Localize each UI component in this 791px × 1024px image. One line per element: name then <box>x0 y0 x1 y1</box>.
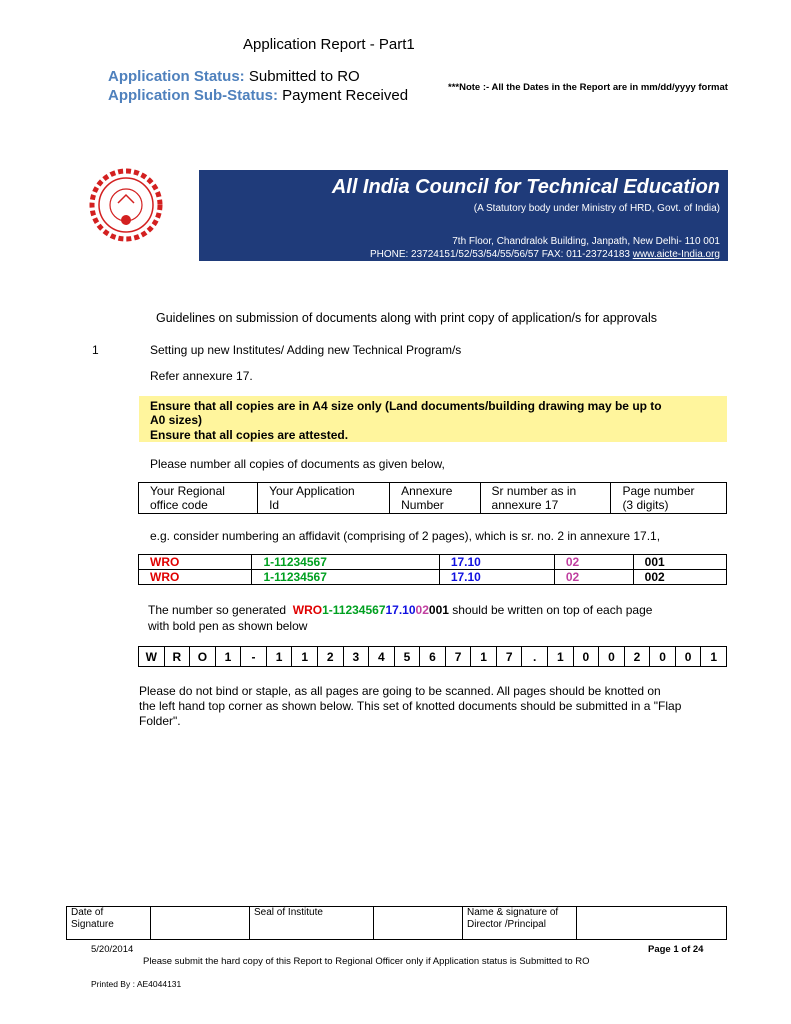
gen-region: WRO <box>292 603 323 617</box>
digit-cell: 1 <box>548 647 574 667</box>
digit-cell: 7 <box>445 647 471 667</box>
table-cell: 02 <box>554 555 633 570</box>
digit-cell: W <box>139 647 165 667</box>
org-address: 7th Floor, Chandralok Building, Janpath, New Delhi- 110 001 <box>452 236 720 247</box>
section-title: Setting up new Institutes/ Adding new Technical Program/s <box>150 343 462 357</box>
aicte-banner <box>199 170 728 261</box>
printed-by: Printed By : AE4044131 <box>91 979 182 989</box>
table-cell: 001 <box>633 555 726 570</box>
signature-table <box>66 906 727 940</box>
org-phone: PHONE: 23724151/52/53/54/55/56/57 FAX: 011-23724183 <box>369 249 630 260</box>
table-cell: 17.10 <box>439 555 554 570</box>
example-instruction: e.g. consider numbering an affidavit (comprising of 2 pages), which is sr. no. 2 in annexure 17.1, <box>150 529 661 543</box>
digit-cell: 0 <box>573 647 599 667</box>
application-substatus <box>108 87 408 104</box>
gen-annexure: 17.10 <box>385 603 416 617</box>
refer-annexure: Refer annexure 17. <box>150 369 253 383</box>
page-number: Page 1 of 24 <box>648 944 704 955</box>
table-cell: WRO <box>139 555 252 570</box>
digit-cell: 2 <box>317 647 343 667</box>
aicte-logo-icon <box>88 165 164 245</box>
header-cell: Page number (3 digits) <box>611 483 727 514</box>
table-cell: 1-11234567 <box>252 570 439 585</box>
date-label-cell: Date of Signature <box>67 907 151 940</box>
digit-cell: R <box>164 647 190 667</box>
numbering-header-table <box>138 482 727 514</box>
ensure-a0-text: A0 sizes) <box>150 413 203 427</box>
table-row <box>139 483 727 514</box>
generated-number-text: The number so generated WRO1-1123456717.1002001 should be written on top of each page <box>148 603 653 617</box>
org-contact <box>370 249 720 260</box>
digit-cell: 2 <box>624 647 650 667</box>
ensure-attested-text: Ensure that all copies are attested. <box>150 428 349 442</box>
digit-cell: 1 <box>701 647 727 667</box>
digit-cell: . <box>522 647 548 667</box>
name-value-cell <box>577 907 727 940</box>
digit-cell: 0 <box>599 647 625 667</box>
guidelines-heading: Guidelines on submission of documents along with print copy of application/s for approvals <box>156 311 657 325</box>
digit-cell: 7 <box>496 647 522 667</box>
org-website-link[interactable]: www.aicte-India.org <box>632 249 720 260</box>
status-value: Submitted to RO <box>248 68 360 85</box>
digit-cell: 1 <box>266 647 292 667</box>
page-title: Application Report - Part1 <box>243 36 415 53</box>
digit-cell: O <box>190 647 216 667</box>
date-format-note: ***Note :- All the Dates in the Report are in mm/dd/yyyy format <box>448 82 728 93</box>
seal-value-cell <box>374 907 463 940</box>
table-cell: 02 <box>554 570 633 585</box>
header-cell: Annexure Number <box>390 483 480 514</box>
digit-cell: 5 <box>394 647 420 667</box>
digit-cell: 6 <box>420 647 446 667</box>
bind-instruction-2: the left hand top corner as shown below. This set of knotted documents should be submitted in a "Flap <box>139 699 682 713</box>
seal-label-cell: Seal of Institute <box>250 907 374 940</box>
ensure-a4-text: Ensure that all copies are in A4 size only (Land documents/building drawing may be up to <box>150 399 662 413</box>
bind-instruction-1: Please do not bind or staple, as all pages are going to be scanned. All pages should be knotted on <box>139 684 661 698</box>
table-cell: 1-11234567 <box>252 555 439 570</box>
digit-cell: - <box>241 647 267 667</box>
header-cell: Your Application Id <box>258 483 390 514</box>
highlight-box <box>139 396 727 442</box>
digit-cell: 1 <box>215 647 241 667</box>
digit-cell: 0 <box>650 647 676 667</box>
bind-instruction-3: Folder". <box>139 714 181 728</box>
submit-note: Please submit the hard copy of this Report to Regional Officer only if Application status is Submitted to RO <box>143 956 590 967</box>
example-table <box>138 554 727 585</box>
application-status <box>108 68 360 85</box>
digit-cell: 4 <box>369 647 395 667</box>
header-cell: Sr number as in annexure 17 <box>480 483 611 514</box>
digit-cell: 1 <box>471 647 497 667</box>
substatus-label: Application Sub-Status: <box>108 87 278 104</box>
gen-sr: 02 <box>415 603 429 617</box>
table-row <box>139 647 727 667</box>
digit-boxes-table <box>138 646 727 667</box>
table-cell: WRO <box>139 570 252 585</box>
status-label: Application Status: <box>108 68 245 85</box>
table-row <box>139 555 727 570</box>
date-value-cell <box>151 907 250 940</box>
org-name: All India Council for Technical Education <box>331 176 720 198</box>
gen-app-id: 1-11234567 <box>322 603 386 617</box>
substatus-value: Payment Received <box>282 87 409 104</box>
table-row <box>139 570 727 585</box>
generated-number-text-2: with bold pen as shown below <box>148 619 308 633</box>
table-row <box>67 907 727 940</box>
header-cell: Your Regional office code <box>139 483 258 514</box>
table-cell: 002 <box>633 570 726 585</box>
name-label-cell: Name & signature of Director /Principal <box>463 907 577 940</box>
number-instruction: Please number all copies of documents as given below, <box>150 457 445 471</box>
digit-cell: 0 <box>675 647 701 667</box>
digit-cell: 3 <box>343 647 369 667</box>
org-subtitle: (A Statutory body under Ministry of HRD, Govt. of India) <box>473 203 720 214</box>
section-number: 1 <box>92 343 99 357</box>
report-date: 5/20/2014 <box>91 944 134 955</box>
gen-page: 001 <box>428 603 449 617</box>
table-cell: 17.10 <box>439 570 554 585</box>
digit-cell: 1 <box>292 647 318 667</box>
